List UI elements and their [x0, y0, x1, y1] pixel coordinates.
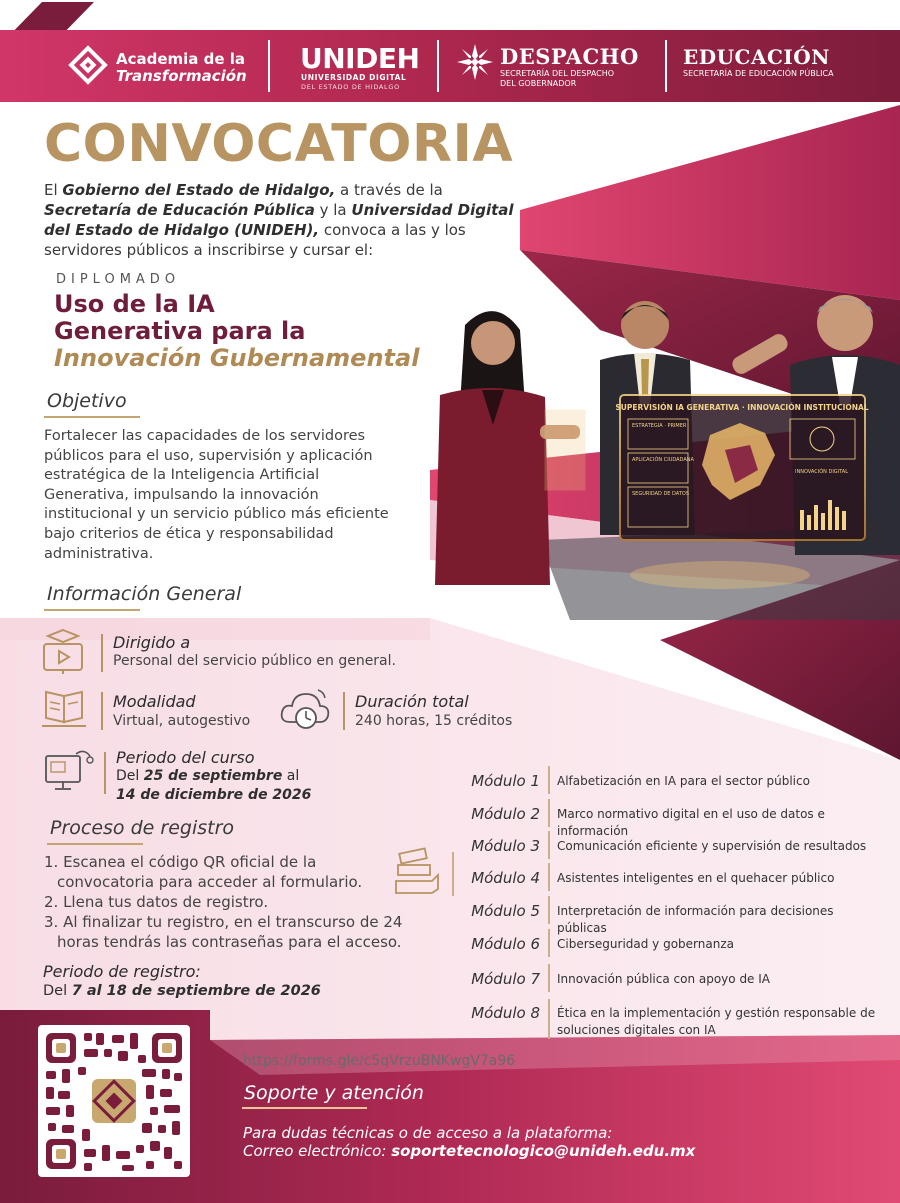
periodo-registro-label: Periodo de registro: [43, 962, 201, 981]
diplomado-title-line1: Uso de la IA [54, 290, 215, 318]
monitor-headset-icon [40, 746, 94, 794]
team-hologram-photo [420, 285, 900, 620]
info-divider [343, 692, 345, 730]
registro-heading: Proceso de registro [50, 817, 235, 839]
periodo-curso-label: Periodo del curso [116, 748, 255, 767]
modalidad-label: Modalidad [113, 692, 196, 711]
info-divider [101, 634, 103, 672]
duracion-value: 240 horas, 15 créditos [355, 713, 513, 729]
modulo-6-label: Módulo 6 [471, 935, 540, 953]
logo-educacion: EDUCACIÓN [683, 45, 830, 69]
modulo-1-text: Alfabetización en IA para el sector público [557, 774, 810, 788]
heading-underline [44, 609, 140, 611]
logo-educacion-sub: SECRETARÍA DE EDUCACIÓN PÚBLICA [683, 69, 834, 78]
screen-title: SUPERVISIÓN IA GENERATIVA · INNOVACIÓN INSTITUCIONAL [615, 403, 869, 412]
modulo-4-label: Módulo 4 [471, 869, 540, 887]
modalidad-value: Virtual, autogestivo [113, 713, 251, 729]
qr-code-image [38, 1025, 190, 1177]
modulo-1-label: Módulo 1 [471, 772, 540, 790]
screen-panel1: ESTRATEGIA · PRIMER [632, 423, 687, 429]
modulo-8-text: Ética en la implementación y gestión responsable de soluciones digitales con IA [557, 1006, 876, 1037]
soporte-heading: Soporte y atención [244, 1082, 424, 1104]
periodo-curso-end: 14 de diciembre de 2026 [116, 787, 312, 803]
open-book-laptop-icon [40, 686, 90, 732]
academy-knot-icon [68, 45, 108, 85]
registration-qr-code[interactable] [38, 1025, 190, 1177]
modulo-3-text: Comunicación eficiente y supervisión de resultados [557, 839, 867, 853]
heading-underline [47, 843, 143, 845]
registro-step: 2. Llena tus datos de registro. [44, 893, 269, 911]
modulo-3-label: Módulo 3 [471, 837, 540, 855]
diplomado-label: DIPLOMADO [56, 272, 181, 287]
modulo-divider [548, 831, 550, 859]
stacked-books-icon [392, 845, 444, 897]
periodo-registro-value: Del 7 al 18 de septiembre de 2026 [43, 983, 321, 999]
screen-right-label: INNOVACIÓN DIGITAL [795, 469, 849, 475]
modulo-divider [548, 863, 550, 891]
modulo-divider [548, 999, 550, 1039]
star-snowflake-icon [455, 42, 495, 82]
modulo-divider [548, 929, 550, 957]
logo-academia-line2: Transformación [116, 67, 247, 85]
soporte-line1: Para dudas técnicas o de acceso a la plataforma: [243, 1124, 613, 1142]
modulo-2-label: Módulo 2 [471, 805, 540, 823]
modulo-5-label: Módulo 5 [471, 902, 540, 920]
modulo-7-label: Módulo 7 [471, 970, 540, 988]
modulo-5-text: Interpretación de información para decisiones públicas [557, 904, 834, 935]
logo-unideh: UNIDEH [300, 42, 420, 75]
objetivo-heading: Objetivo [47, 390, 127, 412]
registro-steps [44, 852, 404, 952]
support-email-link[interactable]: soportetecnologico@unideh.edu.mx [391, 1142, 696, 1160]
graduation-video-icon [40, 628, 90, 674]
modulo-divider [548, 799, 550, 827]
diplomado-title-line3: Innovación Gubernamental [54, 344, 420, 372]
screen-panel3: SEGURIDAD DE DATOS [632, 491, 689, 497]
info-general-heading: Información General [47, 583, 242, 605]
logo-despacho: DESPACHO [500, 44, 639, 69]
form-url-link[interactable]: https://forms.gle/c5qVrzuBNKwgV7a96 [243, 1053, 516, 1069]
intro-paragraph: El Gobierno del Estado de Hidalgo, a través de la Secretaría de Educación Pública y la Universidad Digital del Estado de Hidalgo (UNIDEH), convoca a las y los servidores públicos a inscribirse y cursar el: [44, 181, 514, 259]
logo-unideh-sub1: UNIVERSIDAD DIGITAL [301, 73, 407, 82]
intro-unideh: Universidad Digital del Estado de Hidalgo (UNIDEH), [44, 201, 514, 239]
soporte-email-line: Correo electrónico: soportetecnologico@unideh.edu.mx [243, 1142, 696, 1160]
header-divider [665, 40, 667, 92]
screen-panel2: APLICACIÓN CIUDADANA [632, 457, 694, 463]
objetivo-text: Fortalecer las capacidades de los servidores públicos para el uso, supervisión y aplicación estratégica de la Inteligencia Artificial Generativa, impulsando la innovación institucional y un servicio público más eficiente bajo criterios de ética y responsabilidad administrativa. [44, 428, 389, 562]
periodo-curso-value: Del 25 de septiembre al [116, 768, 300, 784]
heading-underline [44, 416, 140, 418]
registro-step: 3. Al finalizar tu registro, en el transcurso de 24 horas tendrás las contraseñas para el acceso. [44, 913, 403, 951]
dirigido-value: Personal del servicio público en general. [113, 653, 396, 669]
registro-step: 1. Escanea el código QR oficial de la convocatoria para acceder al formulario. [44, 853, 363, 891]
modulo-divider [548, 896, 550, 924]
logo-unideh-sub2: DEL ESTADO DE HIDALGO [301, 83, 400, 91]
logo-despacho-sub1: SECRETARÍA DEL DESPACHO [500, 69, 615, 78]
modulo-divider [548, 766, 550, 794]
modulo-2-text: Marco normativo digital en el uso de datos e información [557, 807, 825, 838]
logo-academia-line1: Academia de la [116, 50, 246, 68]
heading-underline [242, 1107, 367, 1109]
modulo-divider [548, 964, 550, 992]
header-divider [268, 40, 270, 92]
diplomado-title-line2: Generativa para la [54, 317, 306, 345]
duracion-label: Duración total [355, 692, 469, 711]
header-divider [437, 40, 439, 92]
dirigido-label: Dirigido a [113, 633, 191, 652]
cloud-clock-icon [280, 686, 332, 732]
intro-gobierno: Gobierno del Estado de Hidalgo, [62, 181, 336, 199]
info-divider [104, 752, 106, 794]
modulo-4-text: Asistentes inteligentes en el quehacer público [557, 871, 835, 885]
modulo-6-text: Ciberseguridad y gobernanza [557, 937, 734, 951]
modulo-7-text: Innovación pública con apoyo de IA [557, 972, 771, 986]
page-title: CONVOCATORIA [44, 114, 514, 174]
info-divider [101, 692, 103, 730]
intro-sep: Secretaría de Educación Pública [44, 201, 315, 219]
logo-despacho-sub2: DEL GOBERNADOR [500, 79, 577, 88]
modulo-8-label: Módulo 8 [471, 1004, 540, 1022]
